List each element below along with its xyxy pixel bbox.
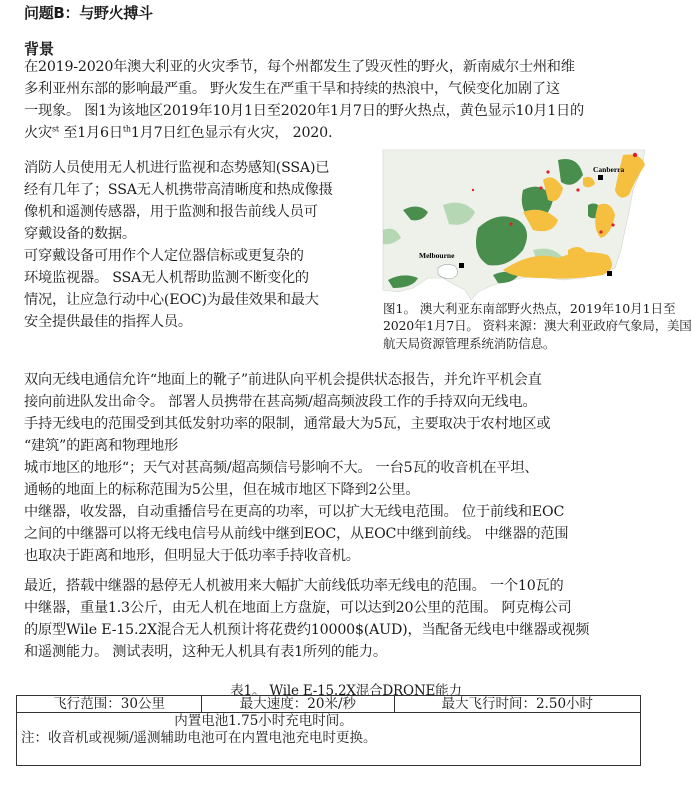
ssa-paragraph: [24, 157, 333, 333]
text-line: 通畅的地面上的标称范围为5公里，但在城市地区下降到2公里。: [24, 482, 420, 498]
text-line: 城市地区的地形“；天气对甚高频/超高频信号影响不大。 一台5瓦的收音机在平坦、: [24, 460, 539, 476]
text-line: 之间的中继器可以将无线电信号从前线中继到EOC，从EOC中继到前线。 中继器的范围: [24, 526, 569, 542]
text-fragment: 至1月6日: [58, 125, 123, 141]
table-row: [17, 696, 641, 713]
text-line: 最近，搭载中继器的悬停无人机被用来大幅扩大前线低功率无线电的范围。 一个10瓦的: [24, 578, 564, 594]
ordinal-superscript: st: [51, 124, 59, 134]
drone-capabilities-table: [16, 695, 641, 766]
section-heading-background: 背景: [24, 40, 55, 58]
map-graphic: [383, 150, 660, 310]
text-line: “建筑”的距离和物理地形: [24, 438, 178, 454]
page-title: 问题B：与野火搏斗: [24, 4, 153, 22]
battery-charge-text: 内置电池1.75小时充电时间。: [174, 713, 353, 729]
table-cell-battery: [17, 713, 641, 766]
battery-note-text: 注：收音机或视频/遥测辅助电池可在内置电池充电时更换。: [21, 730, 377, 746]
table-title: 表1。 Wile E-15.2X混合DRONE能力: [230, 683, 462, 699]
text-line: 安全提供最佳的指挥人员。: [24, 314, 192, 330]
text-line: 中继器，重量1.3公斤，由无人机在地面上方盘旋，可以达到20公里的范围。 阿克梅公司: [24, 600, 572, 616]
text-line: 和遥测能力。 测试表明，这种无人机具有表1所列的能力。: [24, 644, 387, 660]
text-fragment: 火灾: [24, 125, 52, 141]
caption-line: 2020年1月7日。 资料来源：澳大利亚政府气象局，美国: [383, 318, 692, 333]
canberra-label: Canberra: [593, 165, 625, 174]
intro-paragraph: [24, 56, 584, 144]
text-fragment: 1月7日红色显示有火灾， 2020.: [130, 125, 333, 141]
figure-caption-clipped: [383, 301, 683, 316]
bay: [438, 264, 458, 278]
wildfire-hotspot-map: [383, 150, 660, 310]
text-line: 经有几年了；SSA无人机携带高清晰度和热成像摄: [24, 182, 333, 198]
caption-line-clipped: 图1。 澳大利亚东南部野火热点，2019年10月1日至: [383, 301, 676, 316]
caption-line: 航天局资源管理系统消防信息。: [383, 336, 556, 351]
text-line: 双向无线电通信允许“地面上的靴子”前进队向平机会提供状态报告，并允许平机会直: [24, 372, 542, 388]
text-line: 手持无线电的范围受到其低发射功率的限制，通常最大为5瓦，主要取决于农村地区或: [24, 416, 551, 432]
melbourne-label: Melbourne: [419, 251, 455, 260]
text-line: 在2019-2020年澳大利亚的火灾季节，每个州都发生了毁灭性的野火，新南威尔士州和维: [24, 59, 575, 75]
text-line: 接向前进队发出命令。 部署人员携带在甚高频/超高频波段工作的手持双向无线电。: [24, 394, 537, 410]
text-line: 一现象。 图1为该地区2019年10月1日至2020年1月7日的野火热点，黄色显示10月1日的: [24, 103, 585, 119]
city-marker: [607, 271, 612, 276]
text-line: 情况，让应急行动中心(EOC)为最佳效果和最大: [24, 292, 319, 308]
text-line: 环境监视器。 SSA无人机帮助监测不断变化的: [24, 270, 309, 286]
figure-caption: [383, 317, 692, 353]
text-line: 中继器，收发器，自动重播信号在更高的功率，可以扩大无线电范围。 位于前线和EOC: [24, 504, 565, 520]
text-line: [24, 122, 584, 144]
table-cell-max-flight-time: 最大飞行时间：2.50小时: [394, 696, 641, 713]
text-line: 穿戴设备的数据。: [24, 226, 136, 242]
table-cell-max-speed: 最大速度：20米/秒: [202, 696, 394, 713]
table-row: [17, 713, 641, 766]
melbourne-marker: [459, 263, 464, 268]
text-line: 可穿戴设备可用作个人定位器信标或更复杂的: [24, 248, 304, 264]
canberra-marker: [598, 175, 603, 180]
text-line: 也取决于距离和地形，但明显大于低功率手持收音机。: [24, 548, 360, 564]
radio-paragraph: [24, 369, 568, 567]
text-line: 像机和遥测传感器，用于监测和报告前线人员可: [24, 204, 318, 220]
text-line: 多利亚州东部的影响最严重。 野火发生在严重干旱和持续的热浪中，气候变化加剧了这: [24, 81, 560, 97]
drone-paragraph: [24, 575, 589, 663]
ordinal-superscript: th: [122, 124, 131, 134]
text-line: 消防人员使用无人机进行监视和态势感知(SSA)已: [24, 160, 330, 176]
table-cell-flight-range: 飞行范围：30公里: [17, 696, 202, 713]
text-line: 的原型Wile E-15.2X混合无人机预计将花费约10000$(AUD)，当配备无线电中继器或视频: [24, 622, 590, 638]
